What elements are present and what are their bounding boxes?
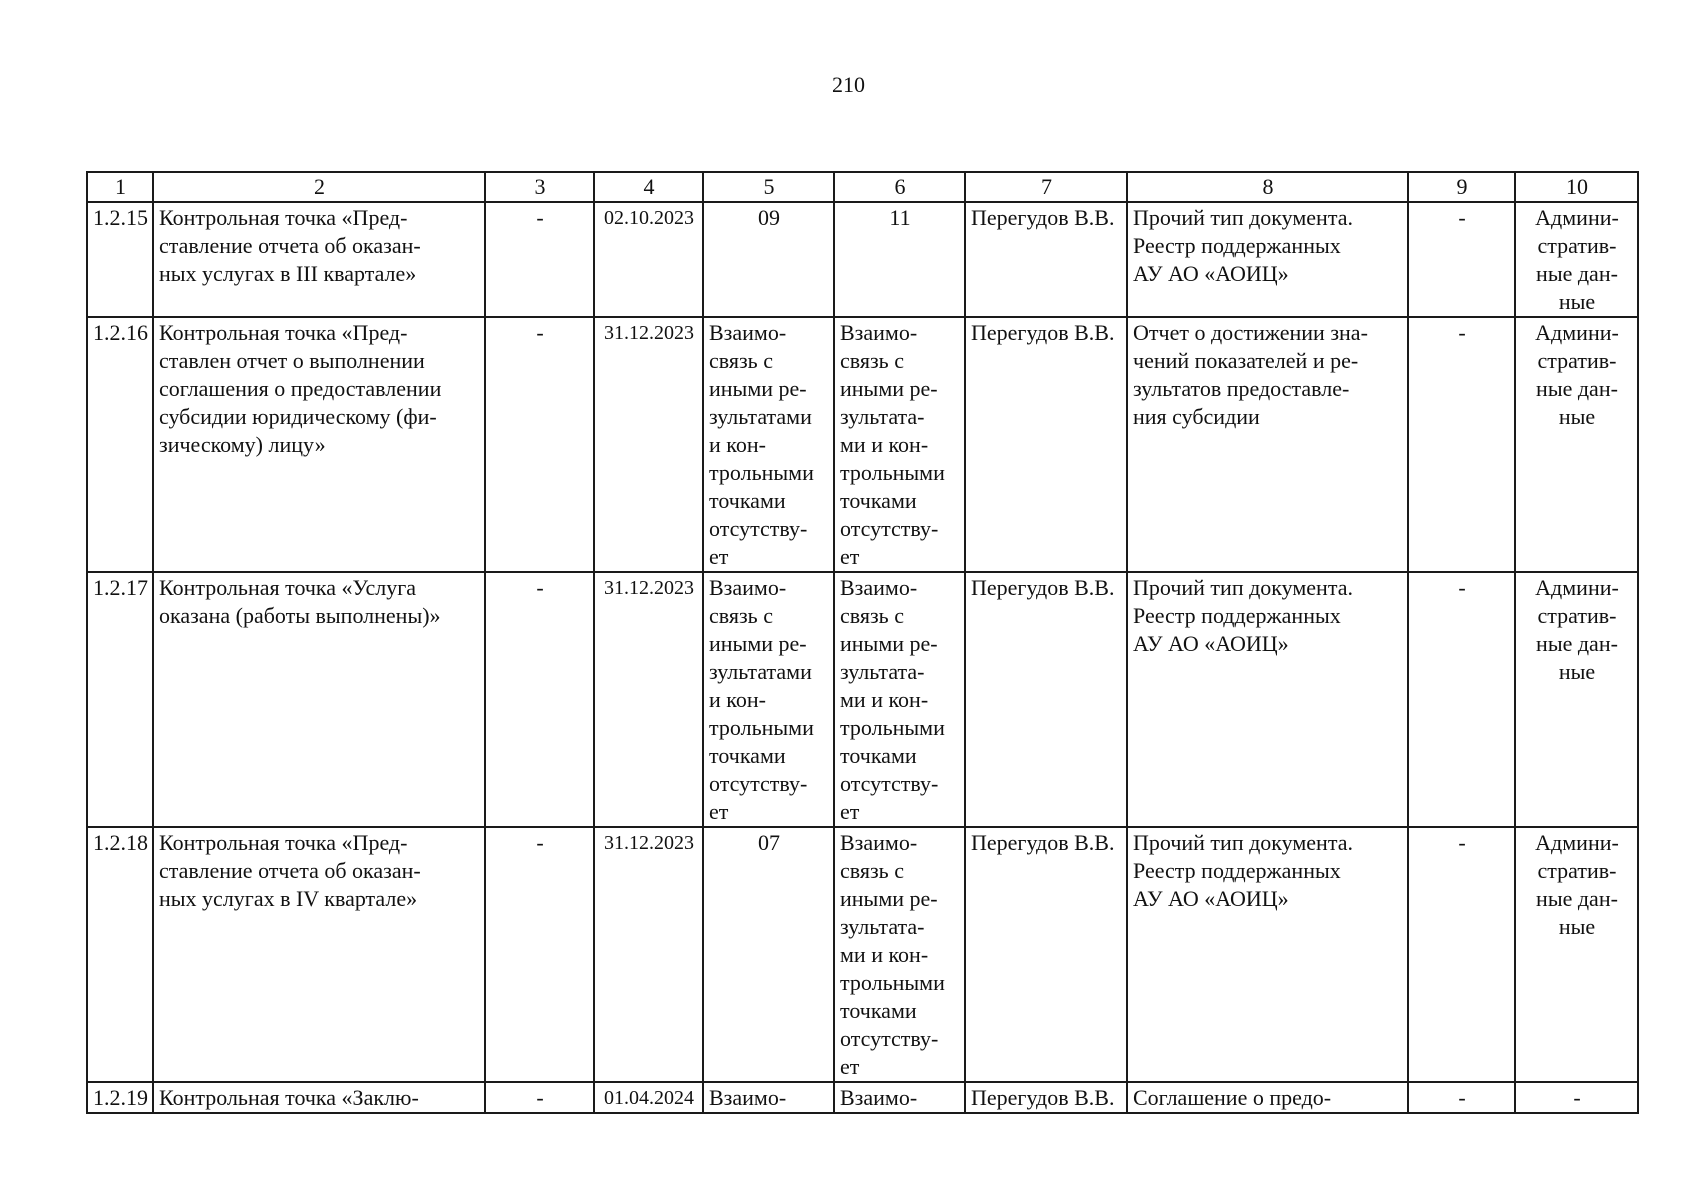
header-cell-5: 5 — [703, 172, 834, 202]
control-point-name: Контрольная точка «Пред- ставление отчета об оказан- ных услугах в III квартале» — [153, 202, 485, 317]
control-points-table — [86, 171, 1639, 1114]
table-row — [87, 572, 1638, 827]
responsible-cell: Перегудов В.В. — [965, 202, 1127, 317]
row-number: 1.2.15 — [87, 202, 153, 317]
cell-col6: Взаимо- связь с иными ре- зультата- ми и кон- трольными точками отсутству- ет — [834, 317, 965, 572]
row-number: 1.2.18 — [87, 827, 153, 1082]
cell-col9: - — [1408, 202, 1515, 317]
cell-col9: - — [1408, 317, 1515, 572]
control-point-name: Контрольная точка «Заклю- — [153, 1082, 485, 1113]
responsible-cell: Перегудов В.В. — [965, 827, 1127, 1082]
cell-col10: Админи- стратив- ные дан- ные — [1515, 827, 1638, 1082]
cell-col6: Взаимо- — [834, 1082, 965, 1113]
cell-col9: - — [1408, 827, 1515, 1082]
row-number: 1.2.16 — [87, 317, 153, 572]
header-cell-9: 9 — [1408, 172, 1515, 202]
row-number: 1.2.19 — [87, 1082, 153, 1113]
date-cell: 01.04.2024 — [594, 1082, 703, 1113]
document-cell: Прочий тип документа. Реестр поддержанных АУ АО «АОИЦ» — [1127, 202, 1408, 317]
cell-col10: - — [1515, 1082, 1638, 1113]
header-cell-4: 4 — [594, 172, 703, 202]
cell-col5: Взаимо- связь с иными ре- зультатами и кон- трольными точками отсутству- ет — [703, 572, 834, 827]
row-number: 1.2.17 — [87, 572, 153, 827]
cell-col9: - — [1408, 1082, 1515, 1113]
document-cell: Прочий тип документа. Реестр поддержанных АУ АО «АОИЦ» — [1127, 572, 1408, 827]
control-point-name: Контрольная точка «Услуга оказана (работы выполнены)» — [153, 572, 485, 827]
document-cell: Прочий тип документа. Реестр поддержанных АУ АО «АОИЦ» — [1127, 827, 1408, 1082]
header-cell-1: 1 — [87, 172, 153, 202]
header-cell-2: 2 — [153, 172, 485, 202]
header-cell-8: 8 — [1127, 172, 1408, 202]
table-row — [87, 827, 1638, 1082]
header-row — [87, 172, 1638, 202]
header-cell-7: 7 — [965, 172, 1127, 202]
cell-col3: - — [485, 1082, 594, 1113]
responsible-cell: Перегудов В.В. — [965, 1082, 1127, 1113]
table-row — [87, 317, 1638, 572]
table-row — [87, 1082, 1638, 1113]
table-row — [87, 202, 1638, 317]
date-cell: 31.12.2023 — [594, 317, 703, 572]
cell-col3: - — [485, 572, 594, 827]
date-cell: 02.10.2023 — [594, 202, 703, 317]
cell-col10: Админи- стратив- ные дан- ные — [1515, 202, 1638, 317]
responsible-cell: Перегудов В.В. — [965, 317, 1127, 572]
cell-col6: Взаимо- связь с иными ре- зультата- ми и кон- трольными точками отсутству- ет — [834, 827, 965, 1082]
cell-col3: - — [485, 827, 594, 1082]
document-cell: Отчет о достижении зна- чений показателей и ре- зультатов предоставле- ния субсидии — [1127, 317, 1408, 572]
cell-col5: 07 — [703, 827, 834, 1082]
header-cell-6: 6 — [834, 172, 965, 202]
control-point-name: Контрольная точка «Пред- ставлен отчет о выполнении соглашения о предоставлении субсидии юридическому (фи- зическому) лицу» — [153, 317, 485, 572]
date-cell: 31.12.2023 — [594, 827, 703, 1082]
cell-col5: Взаимо- связь с иными ре- зультатами и кон- трольными точками отсутству- ет — [703, 317, 834, 572]
page-number: 210 — [832, 72, 865, 97]
cell-col3: - — [485, 202, 594, 317]
date-cell: 31.12.2023 — [594, 572, 703, 827]
cell-col5: 09 — [703, 202, 834, 317]
header-cell-3: 3 — [485, 172, 594, 202]
cell-col9: - — [1408, 572, 1515, 827]
cell-col10: Админи- стратив- ные дан- ные — [1515, 317, 1638, 572]
cell-col6: 11 — [834, 202, 965, 317]
responsible-cell: Перегудов В.В. — [965, 572, 1127, 827]
cell-col6: Взаимо- связь с иными ре- зультата- ми и кон- трольными точками отсутству- ет — [834, 572, 965, 827]
cell-col3: - — [485, 317, 594, 572]
cell-col10: Админи- стратив- ные дан- ные — [1515, 572, 1638, 827]
cell-col5: Взаимо- — [703, 1082, 834, 1113]
document-cell: Соглашение о предо- — [1127, 1082, 1408, 1113]
control-point-name: Контрольная точка «Пред- ставление отчета об оказан- ных услугах в IV квартале» — [153, 827, 485, 1082]
header-cell-10: 10 — [1515, 172, 1638, 202]
